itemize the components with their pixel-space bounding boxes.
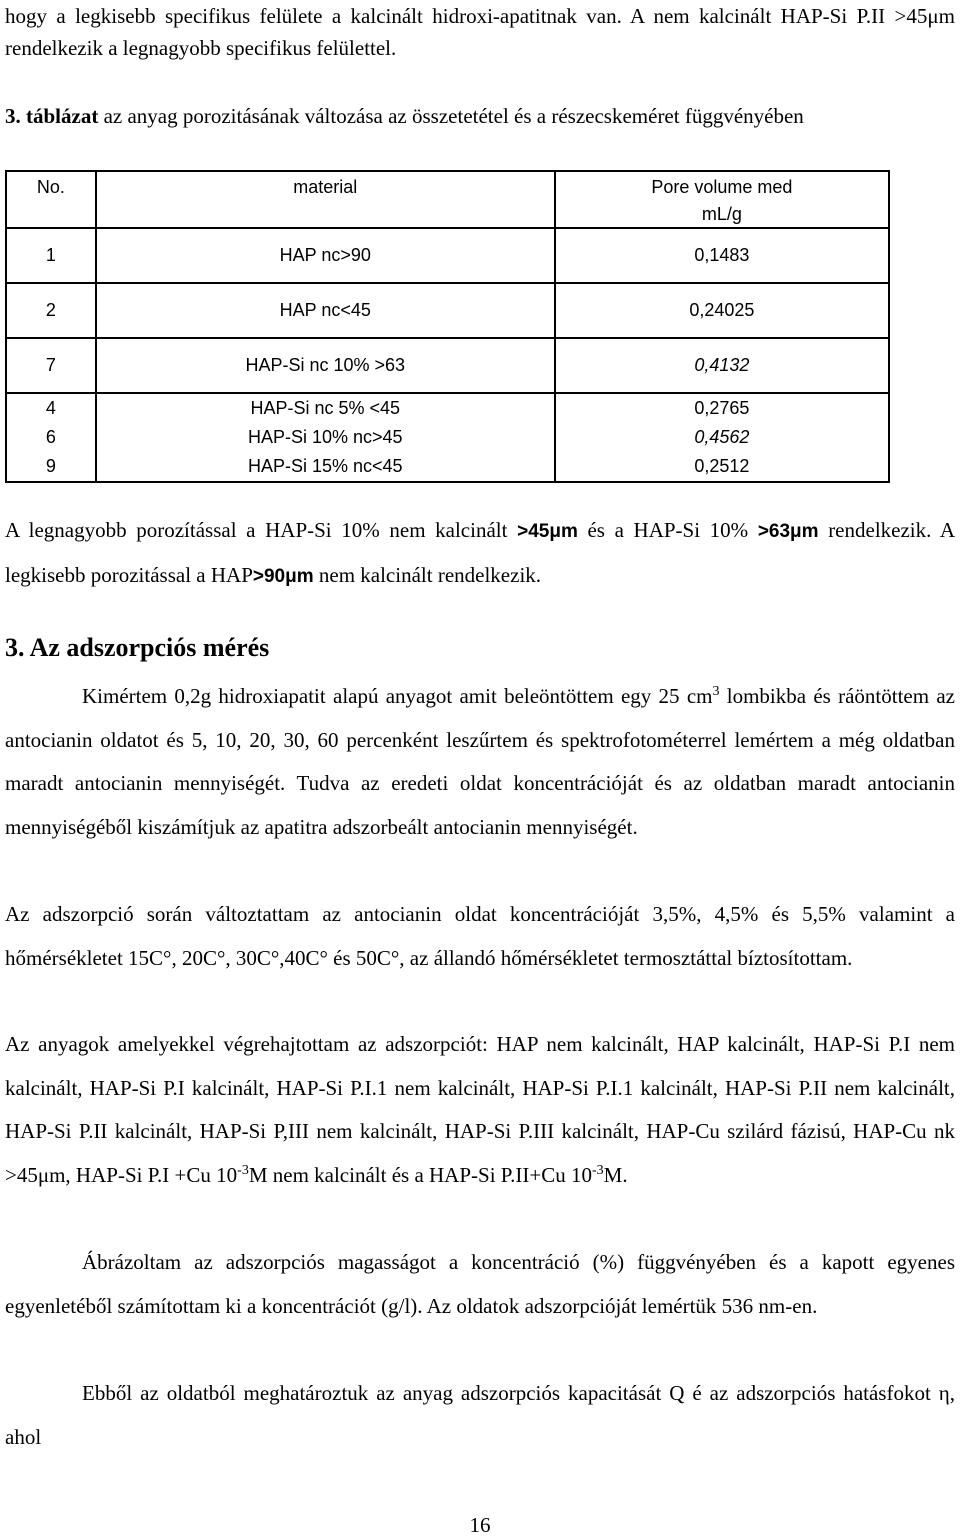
cell-material: HAP nc>90 [96,228,555,283]
table-row [6,338,889,393]
cell-no: 6 [6,423,96,452]
pore-volume-table [5,170,890,483]
header-material: material [96,171,555,202]
header-pore-volume: Pore volume med [555,171,889,202]
cell-value: 0,4562 [555,423,889,452]
experiment-paragraph: Kimértem 0,2g hidroxiapatit alapú anyagot amit beleöntöttem egy 25 $cm^3$ lombikba és ráöntöttem az antocianin oldatot és 5, 10, 20, 30, 60 percenként leszűrtem és spektrofotométerrel lemértem a még oldatban maradt antocianin mennyiségét. Tudva az eredeti oldat koncentrációját és az oldatban maradt antocianin mennyiségéből kiszámítjuk az apatitra adszorbeált antocianin mennyiségét. [5,684,955,839]
cell-no: 2 [6,283,96,338]
cell-value: 0,4132 [555,338,889,393]
cell-no: 4 [6,393,96,423]
cell-material: HAP-Si nc 5% <45 [96,393,555,423]
table-row [6,228,889,283]
intro-paragraph: hogy a legkisebb specifikus felülete a kalcinált hidroxi-apatitnak van. A nem kalcinált HAP-Si P.II >45μm rendelkezik a legnagyobb specifikus felülettel. [5,4,955,60]
cell-value: 0,2765 [555,393,889,423]
table-header-row [6,171,889,202]
cell-value: 0,2512 [555,452,889,482]
table-caption-number: 3. táblázat [5,104,99,128]
cell-no: 9 [6,452,96,482]
header-unit: mL/g [555,202,889,228]
section-heading: 3. Az adszorpciós mérés [5,633,270,662]
cell-material: HAP nc<45 [96,283,555,338]
table-row [6,452,889,482]
table-row [6,423,889,452]
table-row [6,283,889,338]
capacity-paragraph: Ebből az oldatból meghatároztuk az anyag adszorpciós kapacitását Q é az adszorpciós hatásfokot η, ahol [5,1381,955,1449]
materials-paragraph: Az anyagok amelyekkel végrehajtottam az adszorpciót: HAP nem kalcinált, HAP kalcinált, HAP-Si P.I nem kalcinált, HAP-Si P.I kalcinált, HAP-Si P.I.1 nem kalcinált, HAP-Si P.I.1 kalcinált, HAP-Si P.II nem kalcinált, HAP-Si P.II kalcinált, HAP-Si P,III nem kalcinált, HAP-Si P.III kalcinált, HAP-Cu szilárd fázisú, HAP-Cu nk >45μm, HAP-Si P.I +Cu $10^{-3}M$ nem kalcinált és a HAP-Si P.II+Cu $10^{-3}M$. [5,1032,955,1187]
cell-value: 0,24025 [555,283,889,338]
header-no: No. [6,171,96,202]
cell-material: HAP-Si 15% nc<45 [96,452,555,482]
cell-value: 0,1483 [555,228,889,283]
cell-no: 7 [6,338,96,393]
table-caption-text: az anyag porozitásának változása az összetetétel és a részecskeméret függvényében [98,104,804,128]
cell-material: HAP-Si nc 10% >63 [96,338,555,393]
variation-paragraph: Az adszorpció során változtattam az antocianin oldat koncentrációját 3,5%, 4,5% és 5,5% valamint a hőmérsékletet 15C°, 20C°, 30C°,40C° és 50C°, az állandó hőmérsékletet termosztáttal bíztosítottam. [5,902,955,970]
plot-paragraph: Ábrázoltam az adszorpciós magasságot a koncentráció (%) függvényében és a kapott egyenes egyenletéből számítottam ki a koncentrációt (g/l). Az oldatok adszorpcióját lemértük 536 nm-en. [5,1250,955,1318]
porosity-paragraph: A legnagyobb porozítással a HAP-Si 10% nem kalcinált >45μm és a HAP-Si 10% >63μm rendelkezik. A legkisebb porozitással a HAP>90μm nem kalcinált rendelkezik. [5,518,956,587]
table-caption [5,99,955,133]
table-row [6,393,889,423]
table-header-unit-row [6,202,889,228]
cell-no: 1 [6,228,96,283]
cell-material: HAP-Si 10% nc>45 [96,423,555,452]
page-number: 16 [469,1513,491,1537]
